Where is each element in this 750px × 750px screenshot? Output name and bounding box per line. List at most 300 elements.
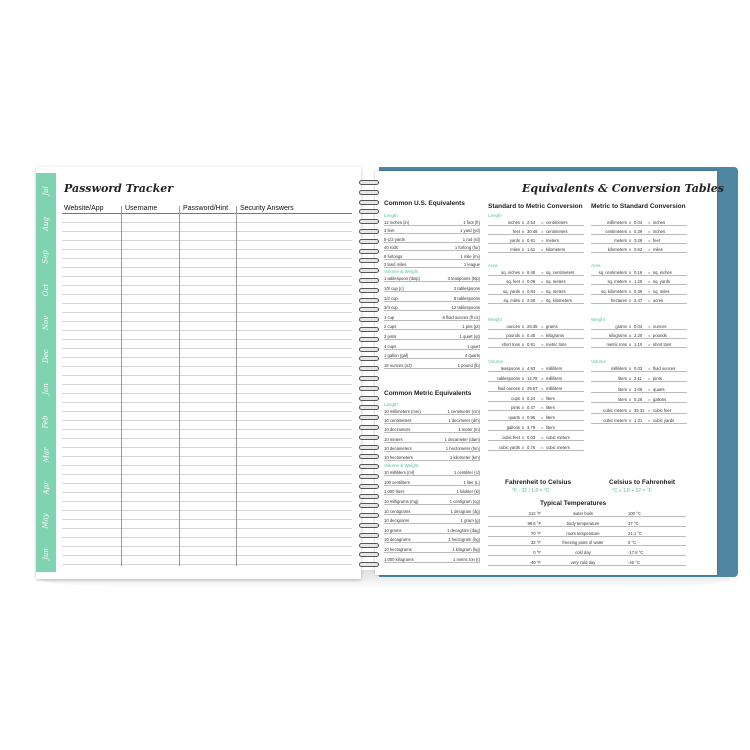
- c-to-f-title: Celsius to Fahrenheit: [609, 479, 676, 486]
- spiral-ring: [358, 364, 380, 373]
- row-cell: millimeters: [606, 220, 627, 225]
- row-cell: sq. kilometers: [601, 288, 627, 294]
- row-cell: 2.20: [634, 333, 643, 338]
- row-left: 3 feet: [384, 228, 395, 234]
- month-tab-sep[interactable]: [36, 239, 56, 276]
- row-right: 1 kilometer (km): [449, 455, 480, 460]
- equivalent-row: [384, 417, 480, 424]
- temp-cell: freezing point of water: [562, 540, 604, 546]
- spiral-ring: [358, 521, 380, 530]
- equivalent-row: [384, 454, 480, 461]
- row-cell: 28.35: [527, 323, 538, 329]
- section-label: Length: [384, 402, 398, 407]
- conversion-row: [591, 323, 687, 330]
- equivalent-row: [384, 517, 480, 524]
- conversion-row: [488, 444, 584, 451]
- spiral-ring: [358, 550, 380, 559]
- spiral-ring: [358, 256, 380, 265]
- conversion-row: [591, 297, 687, 304]
- row-left: 3/4 cup: [384, 305, 398, 311]
- row-right: 1 pound (lb): [457, 362, 480, 368]
- row-cell: x: [629, 407, 632, 413]
- conversion-row: [591, 386, 687, 393]
- row-right: 2 tablespoons: [453, 286, 480, 291]
- row-cell: x: [629, 342, 632, 348]
- row-cell: =: [541, 229, 544, 234]
- row-cell: metric tons: [546, 342, 567, 348]
- row-cell: pounds: [653, 333, 667, 338]
- row-left: 8 furlongs: [384, 253, 403, 259]
- row-left: 1 gallon (gal): [384, 353, 409, 359]
- row-cell: =: [648, 298, 651, 304]
- month-tab-label: Jun: [41, 548, 50, 560]
- row-cell: x: [629, 386, 632, 392]
- spiral-ring: [358, 394, 380, 403]
- temp-cell: 212 °F: [528, 511, 541, 516]
- temp-cell: room temperature: [566, 530, 600, 536]
- row-cell: x: [629, 229, 632, 234]
- row-cell: acres: [653, 298, 664, 304]
- equivalent-row: [384, 236, 480, 243]
- row-right: 1 meter (m): [458, 427, 480, 433]
- row-cell: cubic meters: [603, 418, 627, 424]
- row-left: 1 cup: [384, 314, 395, 320]
- conversion-row: [488, 278, 584, 285]
- conversion-row: [591, 341, 687, 348]
- row-cell: =: [541, 333, 544, 338]
- month-tab-feb[interactable]: [36, 404, 56, 441]
- equivalent-row: [384, 546, 480, 553]
- row-cell: inches: [653, 229, 666, 234]
- row-cell: 1.10: [634, 342, 643, 348]
- month-tab-mar[interactable]: [36, 437, 56, 474]
- spiral-ring: [358, 531, 380, 540]
- spiral-ring: [358, 511, 380, 520]
- row-cell: ounces: [653, 323, 667, 329]
- equivalent-row: [384, 527, 480, 534]
- row-cell: x: [629, 376, 632, 382]
- row-cell: milliliters: [546, 385, 563, 391]
- row-cell: =: [541, 279, 544, 285]
- row-cell: =: [648, 270, 651, 275]
- row-cell: x: [522, 298, 525, 304]
- spiral-ring: [358, 423, 380, 432]
- row-cell: sq. meters: [607, 279, 627, 285]
- spiral-ring: [358, 315, 380, 324]
- conversion-row: [488, 237, 584, 244]
- metric-to-std-title: Metric to Standard Conversion: [591, 203, 686, 210]
- conversion-row: [591, 375, 687, 382]
- temp-cell: 98.6 °F: [527, 520, 541, 526]
- month-tab-label: Sep: [41, 250, 50, 264]
- equivalent-row: [384, 343, 480, 350]
- row-cell: ounces: [506, 323, 520, 329]
- row-cell: 1.31: [634, 418, 643, 424]
- row-left: 2 cups: [384, 324, 397, 330]
- spiral-ring: [358, 492, 380, 501]
- temp-cell: -17.8 °C: [628, 550, 644, 556]
- row-cell: =: [648, 220, 651, 225]
- spiral-ring: [358, 237, 380, 246]
- conversion-row: [591, 278, 687, 285]
- row-cell: =: [541, 405, 544, 411]
- row-cell: sq. miles: [503, 298, 520, 304]
- f-to-c-formula: °F - 32 / 1.8 = °C: [512, 488, 550, 494]
- row-cell: =: [648, 323, 651, 329]
- conversion-row: [591, 288, 687, 295]
- row-left: 1 tablespoon (tbsp): [384, 276, 420, 282]
- spiral-ring: [358, 227, 380, 236]
- row-cell: miles: [510, 247, 520, 252]
- row-left: 16 ounces (oz): [384, 362, 412, 368]
- section-label: Volume & Weight: [384, 463, 419, 469]
- conversion-row: [591, 228, 687, 235]
- row-cell: 0.91: [527, 238, 536, 243]
- row-cell: pints: [653, 376, 662, 382]
- temperature-row: [488, 530, 686, 537]
- row-cell: x: [629, 288, 632, 294]
- row-cell: x: [629, 365, 632, 371]
- section-label: Length: [384, 213, 398, 218]
- row-cell: short tons: [653, 342, 672, 348]
- row-cell: sq. yards: [653, 279, 670, 285]
- row-cell: =: [648, 333, 651, 338]
- row-left: 1,000 liters: [384, 489, 405, 495]
- temp-cell: 21.1 °C: [628, 530, 643, 536]
- row-left: 10 hectometers: [384, 455, 413, 460]
- row-cell: 0.91: [527, 342, 536, 348]
- spiral-ring: [358, 296, 380, 305]
- row-cell: teaspoons: [500, 365, 520, 371]
- row-cell: liters: [546, 425, 555, 431]
- row-cell: 0.39: [634, 229, 643, 234]
- equivalent-row: [384, 253, 480, 260]
- spiral-ring: [358, 217, 380, 226]
- password-tracker-title: Password Tracker: [64, 182, 174, 195]
- row-right: 1 yard (yd): [459, 228, 480, 234]
- row-right: 1 hectogram (hg): [448, 537, 480, 543]
- spiral-binding: [358, 178, 380, 570]
- row-cell: 0.95: [527, 415, 536, 421]
- row-cell: =: [648, 407, 651, 413]
- row-right: 1 pint (pt): [462, 324, 480, 330]
- row-cell: sq. kilometers: [546, 298, 572, 304]
- temp-cell: water boils: [572, 511, 593, 516]
- row-cell: =: [541, 425, 544, 431]
- conversion-row: [591, 269, 687, 276]
- spiral-ring: [358, 335, 380, 344]
- row-cell: cubic meters: [546, 435, 570, 441]
- section-label: Volume & Weight: [384, 269, 419, 275]
- equivalent-row: [384, 261, 480, 268]
- row-cell: feet: [513, 229, 520, 234]
- col-website: Website/App: [64, 205, 104, 212]
- row-cell: x: [629, 323, 632, 329]
- conversion-row: [488, 288, 584, 295]
- password-ruled-lines: [62, 214, 352, 566]
- section-label: Area: [488, 263, 498, 268]
- row-left: 10 grams: [384, 527, 402, 533]
- row-cell: =: [541, 270, 544, 275]
- row-right: 1 decameter (dam): [444, 436, 480, 442]
- row-cell: liters: [618, 397, 627, 403]
- row-cell: x: [522, 229, 525, 234]
- conversion-row: [488, 424, 584, 431]
- conversion-row: [488, 375, 584, 382]
- row-left: 10 decagrams: [384, 537, 411, 543]
- row-cell: x: [522, 425, 525, 431]
- row-cell: cubic feet: [502, 435, 520, 441]
- month-tab-label: Jan: [42, 383, 50, 395]
- column-divider: [179, 206, 180, 566]
- row-left: 1/2 cup: [384, 295, 398, 301]
- conversion-row: [488, 414, 584, 421]
- row-right: 1 decagram (dag): [446, 527, 480, 533]
- row-cell: =: [648, 238, 651, 243]
- row-cell: gallons: [653, 397, 667, 403]
- spiral-ring: [358, 482, 380, 491]
- row-cell: centimeters: [546, 229, 568, 234]
- row-cell: sq. inches: [653, 270, 672, 275]
- row-cell: miles: [653, 247, 663, 252]
- row-cell: cubic meters: [546, 445, 570, 450]
- conversion-row: [488, 228, 584, 235]
- row-left: 4 cups: [384, 343, 397, 349]
- spiral-ring: [358, 560, 380, 569]
- row-right: 1 furlong (fur): [454, 245, 480, 251]
- row-cell: cubic feet: [653, 407, 671, 413]
- row-cell: sq. yards: [503, 288, 520, 294]
- row-left: 3 land miles: [384, 262, 407, 267]
- row-cell: grams: [546, 323, 558, 329]
- row-cell: sq. miles: [653, 288, 670, 294]
- row-cell: x: [522, 323, 525, 329]
- month-tab-label: Dec: [42, 349, 50, 363]
- row-cell: fluid ounces: [653, 365, 676, 371]
- spiral-ring: [358, 286, 380, 295]
- equivalent-row: [384, 304, 480, 311]
- row-cell: =: [541, 375, 544, 381]
- temp-cell: cold day: [575, 550, 591, 556]
- row-cell: 0.84: [527, 288, 536, 294]
- col-security: Security Answers: [240, 205, 294, 212]
- row-cell: =: [541, 247, 544, 252]
- spiral-ring: [358, 384, 380, 393]
- temperature-row: [488, 549, 686, 556]
- temp-cell: body temperature: [566, 520, 600, 526]
- row-cell: inches: [507, 220, 520, 225]
- month-tab-jul[interactable]: [36, 173, 56, 210]
- row-cell: x: [522, 435, 525, 441]
- conversion-row: [488, 219, 584, 226]
- f-to-c-title: Fahrenheit to Celsius: [505, 479, 572, 486]
- month-tab-jan[interactable]: [36, 371, 56, 408]
- equivalent-row: [384, 275, 480, 282]
- temp-cell: 70 °F: [530, 530, 541, 536]
- conversion-row: [591, 407, 687, 414]
- spiral-ring: [358, 413, 380, 422]
- row-cell: grams: [615, 323, 627, 329]
- row-right: 1 kilogram (kg): [452, 547, 480, 552]
- spiral-ring: [358, 403, 380, 412]
- equivalent-row: [384, 536, 480, 543]
- row-right: 1 quart (qt): [459, 334, 480, 339]
- spiral-ring: [358, 266, 380, 275]
- temp-cell: -40 °F: [529, 560, 541, 565]
- row-cell: x: [522, 247, 525, 252]
- row-cell: =: [541, 445, 544, 450]
- row-cell: pounds: [506, 333, 520, 338]
- row-cell: milliliters: [546, 365, 563, 371]
- conversion-row: [488, 323, 584, 330]
- temperature-row: [488, 539, 686, 546]
- row-cell: x: [522, 445, 525, 450]
- row-cell: =: [541, 238, 544, 243]
- row-cell: cubic meters: [603, 407, 627, 413]
- row-left: 10 centimeters: [384, 418, 412, 424]
- row-cell: fluid ounces: [497, 385, 520, 391]
- row-cell: 14.79: [527, 375, 538, 381]
- equivalent-row: [384, 436, 480, 443]
- spiral-ring: [358, 207, 380, 216]
- conversion-row: [488, 332, 584, 339]
- row-left: 10 meters: [384, 436, 403, 442]
- col-username: Username: [125, 205, 158, 212]
- month-tab-label: Feb: [41, 415, 50, 429]
- month-tab-aug[interactable]: [36, 206, 56, 243]
- row-left: 100 centiliters: [384, 479, 410, 485]
- row-cell: kilometers: [546, 247, 566, 252]
- row-cell: x: [522, 333, 525, 338]
- row-cell: x: [522, 279, 525, 285]
- equivalent-row: [384, 508, 480, 515]
- row-cell: liters: [546, 415, 555, 421]
- row-cell: =: [648, 288, 651, 294]
- month-tab-jun[interactable]: [36, 536, 56, 573]
- row-cell: x: [522, 238, 525, 243]
- row-left: 10 hectograms: [384, 547, 412, 552]
- row-right: 8 tablespoons: [453, 295, 480, 301]
- equivalent-row: [384, 227, 480, 234]
- conversion-row: [488, 434, 584, 441]
- row-cell: x: [629, 298, 632, 304]
- row-cell: =: [541, 385, 544, 391]
- row-left: 10 milligrams (mg): [384, 499, 419, 504]
- month-tabs: [36, 173, 56, 571]
- row-cell: =: [541, 342, 544, 348]
- temperature-row: [488, 559, 686, 566]
- row-cell: x: [629, 270, 632, 275]
- row-right: 1 league: [463, 262, 480, 267]
- month-tab-nov[interactable]: [36, 305, 56, 342]
- row-right: 1 foot (ft): [463, 220, 480, 225]
- equivalent-row: [384, 445, 480, 452]
- row-left: 10 decimeters: [384, 427, 411, 433]
- month-tab-label: Apr: [41, 481, 50, 495]
- row-left: 5-1/2 yards: [384, 236, 405, 242]
- spiral-ring: [358, 345, 380, 354]
- conversion-row: [488, 269, 584, 276]
- temp-cell: -40 °C: [628, 560, 640, 565]
- conversion-row: [591, 246, 687, 253]
- spiral-ring: [358, 472, 380, 481]
- conversion-row: [591, 365, 687, 372]
- row-cell: sq. feet: [506, 279, 520, 285]
- equivalent-row: [384, 479, 480, 486]
- month-tab-label: Aug: [41, 216, 50, 232]
- equivalent-row: [384, 295, 480, 302]
- row-cell: 6.45: [527, 270, 536, 275]
- conversion-row: [488, 341, 584, 348]
- row-cell: =: [648, 279, 651, 285]
- row-cell: centimeters: [605, 229, 627, 234]
- month-tab-oct[interactable]: [36, 272, 56, 309]
- metric-equiv-title: Common Metric Equivalents: [384, 390, 472, 397]
- row-right: 1 kiloliter (kl): [456, 489, 480, 495]
- row-cell: cubic yards: [498, 445, 520, 450]
- row-cell: 0.16: [634, 270, 643, 275]
- spiral-ring: [358, 354, 380, 363]
- row-cell: 0.62: [634, 247, 643, 252]
- conversion-row: [591, 396, 687, 403]
- row-cell: =: [648, 365, 651, 371]
- conversion-row: [488, 297, 584, 304]
- month-tab-apr[interactable]: [36, 470, 56, 507]
- temperature-row: [488, 520, 686, 527]
- spiral-ring: [358, 443, 380, 452]
- row-cell: x: [522, 395, 525, 401]
- conversion-row: [591, 332, 687, 339]
- row-cell: 2.11: [634, 376, 642, 382]
- row-cell: liters: [546, 405, 555, 411]
- row-cell: feet: [653, 238, 660, 243]
- spiral-ring: [358, 198, 380, 207]
- row-cell: =: [648, 229, 651, 234]
- month-tab-label: Jul: [42, 186, 50, 196]
- section-label: Area: [591, 263, 601, 268]
- c-to-f-formula: °C x 1.8 + 32 = °F: [612, 488, 652, 494]
- row-cell: kilograms: [609, 333, 627, 338]
- row-cell: x: [522, 365, 525, 371]
- us-equiv-title: Common U.S. Equivalents: [384, 200, 465, 207]
- row-left: 10 centigrams: [384, 508, 411, 514]
- row-right: 12 tablespoons: [451, 305, 480, 311]
- row-left: 2 pints: [384, 334, 397, 339]
- row-cell: tablespoons: [497, 375, 520, 381]
- equivalent-row: [384, 352, 480, 359]
- conversion-row: [591, 219, 687, 226]
- row-cell: meters: [614, 238, 627, 243]
- row-cell: x: [629, 247, 632, 252]
- equivalent-row: [384, 219, 480, 226]
- row-cell: =: [648, 386, 651, 392]
- row-cell: x: [522, 220, 525, 225]
- temp-cell: 0 °F: [533, 550, 541, 556]
- conversion-row: [488, 385, 584, 392]
- row-cell: x: [629, 279, 632, 285]
- conversion-row: [591, 417, 687, 424]
- month-tab-dec[interactable]: [36, 338, 56, 375]
- row-right: 3 teaspoons (tsp): [447, 276, 480, 282]
- month-tab-may[interactable]: [36, 503, 56, 540]
- row-cell: =: [541, 415, 544, 421]
- row-cell: =: [648, 247, 651, 252]
- month-tab-label: Mar: [42, 447, 50, 463]
- row-cell: 30.48: [527, 229, 538, 234]
- row-cell: 0.04: [634, 323, 643, 329]
- section-label: Weight: [488, 316, 502, 322]
- section-label: Volume: [591, 358, 607, 364]
